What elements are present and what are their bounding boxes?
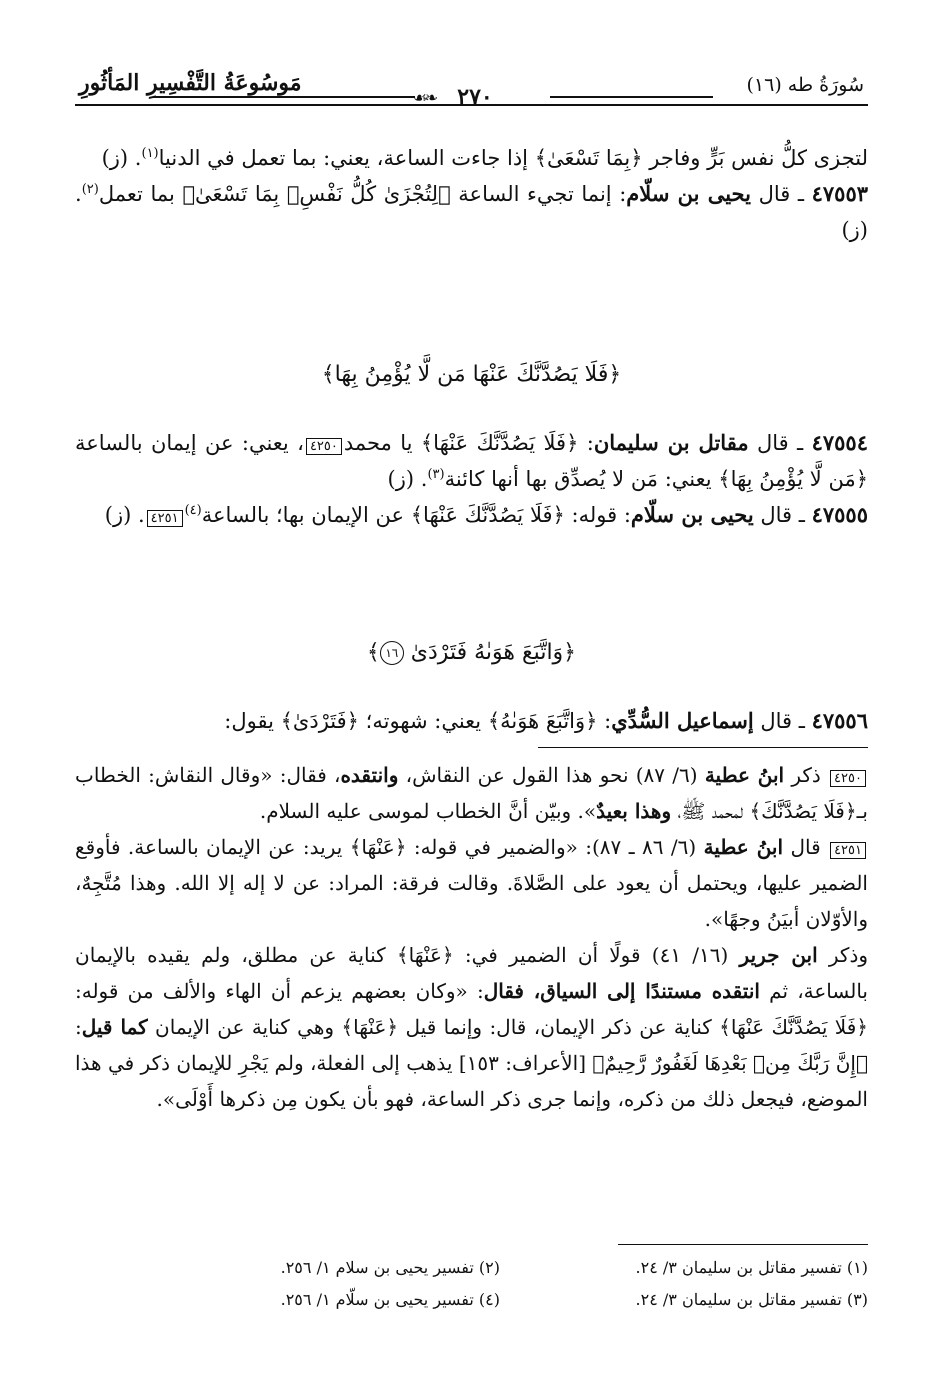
commentary-ref-tag[interactable]: ٤٢٥١	[147, 510, 183, 527]
text: يريد: عن الإيمان بالساعة. فأوقع الضمير عليها، ويحتمل أن يعود على الصَّلاةَ. وقالت فرقة: المراد: عن لا إله إلا الله. وهذا مُتَّجِهٌ، والأوّلان أبيَنُ وجهًا».	[75, 835, 868, 931]
narration-47555	[75, 497, 868, 533]
fleuron-icon: ❧	[424, 88, 438, 107]
scholar-name: ابن جرير	[739, 943, 818, 967]
scholar-name: ابنُ عطية	[703, 835, 784, 859]
text: . (ز)	[101, 146, 142, 170]
text: ». وبيّن أنَّ الخطاب لموسى عليه السلام.	[259, 799, 597, 823]
text: إذا جاءت الساعة، يعني: بما تعمل في الدنيا	[158, 146, 535, 170]
footnote-ref[interactable]: (٤)	[184, 503, 202, 518]
narration-number: ٤٧٥٥٦	[811, 708, 868, 733]
narrator-name: مقاتل بن سليمان	[593, 430, 749, 455]
paragraph-intro	[75, 140, 868, 176]
footnote-2: (٢) تفسير يحيى بن سلام ١/ ٢٥٦.	[280, 1258, 500, 1277]
main-text-3	[75, 703, 868, 739]
text: يعني: شهوته؛	[358, 709, 488, 733]
footnote-ref[interactable]: (٢)	[81, 182, 99, 197]
text: : قوله:	[564, 503, 631, 527]
text: بما تعمل	[98, 182, 183, 206]
text: ـ قال	[753, 503, 812, 527]
narration-number: ٤٧٥٥٥	[811, 502, 868, 527]
emphasis: انتقده مستندًا إلى السياق، فقال	[483, 979, 760, 1003]
ornament-line-left	[153, 96, 415, 98]
main-text-2	[75, 425, 868, 533]
quran-quote: ﴿إِنَّ رَبَّكَ مِنۢ بَعْدِهَا لَغَفُورٌ رَّحِيمٌ﴾	[592, 1051, 868, 1075]
emphasis: وانتقده	[340, 763, 399, 787]
emphasis: كما قيل	[81, 1015, 148, 1039]
quran-quote: ﴿عَنْهَا﴾	[396, 943, 454, 967]
quran-quote: ﴿عَنْهَا﴾	[341, 1015, 399, 1039]
text: يا محمد	[343, 431, 421, 455]
note-4250	[75, 757, 868, 829]
narration-number: ٤٧٥٥٤	[811, 430, 868, 455]
surah-title: سُورَةُ طه (١٦)	[746, 74, 864, 96]
footnote-ref[interactable]: (٣)	[427, 467, 445, 482]
note-tabari	[75, 937, 868, 1117]
text: :	[578, 431, 594, 455]
text: : إنما تجيء الساعة	[450, 182, 627, 206]
book-title: مَوسُوعَةُ التَّفْسِيرِ المَأثُورِ	[79, 70, 302, 96]
text: وذكر	[817, 943, 869, 967]
text: ، يعني: عن إيمان بالساعة	[75, 431, 304, 455]
quran-quote: ﴿فَلَا يَصُدَّنَّكَ عَنْهَا﴾	[420, 431, 579, 455]
footnote-1: (١) تفسير مقاتل بن سليمان ٣/ ٢٤.	[635, 1258, 868, 1277]
text: لتجزى كلُّ نفس بَرٍّ وفاجر	[642, 146, 868, 170]
notes-separator	[538, 747, 868, 748]
text: قال	[783, 835, 829, 859]
footnotes-left-column	[200, 1252, 500, 1316]
footnote-3: (٣) تفسير مقاتل بن سليمان ٣/ ٢٤.	[635, 1290, 868, 1309]
text: يعني: مَن لا يُصدِّق بها أنها كائنة	[444, 467, 719, 491]
fleuron-icon: ☙	[413, 88, 428, 107]
narrator-name: يحيى بن سلّام	[626, 181, 751, 206]
text: ، فقال: «وقال النقاش: الخطاب بـ	[75, 763, 868, 823]
note-4251	[75, 829, 868, 937]
text: ـ قال	[750, 182, 812, 206]
text: كناية عن مطلق، ولم يقيده بالإيمان بالساعة، ثم	[75, 943, 868, 1003]
narration-47553	[75, 176, 868, 248]
commentary-ref-tag[interactable]: ٤٢٥٠	[306, 438, 342, 455]
text: ـ قال	[753, 709, 812, 733]
narrator-name: إسماعيل السُّدِّي	[611, 708, 754, 733]
commentary-notes	[75, 757, 868, 1117]
footnotes-separator	[618, 1244, 868, 1245]
text: ذكر	[784, 763, 829, 787]
text: لمحمد ﷺ،	[671, 799, 750, 823]
footnote-4: (٤) تفسير يحيى بن سلّام ١/ ٢٥٦.	[280, 1290, 500, 1309]
text: (٦/ ٨٧) نحو هذا القول عن النقاش،	[398, 763, 705, 787]
text: [الأعراف: ١٥٣] يذهب إلى الفعلة، ولم يَجْرِ للإيمان ذكر في هذا الموضع، فيجعل ذلك من ذكره، وإنما جرى ذكر الساعة، فهو بأن يكون مِن ذكرها أَوْلَى».	[75, 1051, 868, 1111]
commentary-ref-tag: ٤٢٥٠	[830, 770, 866, 787]
narrator-name: يحيى بن سلّام	[630, 502, 754, 527]
narration-47556	[75, 703, 868, 739]
quran-quote: ﴿فَلَا يَصُدَّنَّكَ عَنْهَا﴾	[719, 1015, 868, 1039]
text: عن الإيمان بها؛ بالساعة	[201, 503, 411, 527]
quran-quote: ﴿وَاتَّبَعَ هَوَىٰهُ﴾	[487, 709, 598, 733]
footnote-ref[interactable]: (١)	[141, 146, 159, 161]
quran-quote: ﴿فَلَا يَصُدَّنَّكَ عَنْهَا﴾	[410, 503, 565, 527]
ayah-number-icon: ١٦	[380, 641, 404, 665]
text: . (ز)	[387, 467, 428, 491]
text: . (ز)	[75, 182, 868, 242]
quran-quote: ﴿لِتُجْزَىٰ كُلُّ نَفْسِۭ بِمَا تَسْعَىٰ﴾	[182, 182, 451, 206]
quran-quote: ﴿فَلَا يَصُدَّنَّكَ﴾	[749, 799, 857, 823]
text: (١٦/ ٤١) قولًا أن الضمير في:	[453, 943, 740, 967]
text: وهي كناية عن الإيمان	[147, 1015, 342, 1039]
main-text	[75, 140, 868, 248]
quran-quote: ﴿مَن لَّا يُؤْمِنُ بِهَا﴾	[718, 467, 868, 491]
narration-number: ٤٧٥٥٣	[811, 181, 869, 206]
text: يقول:	[224, 709, 281, 733]
footnotes-right-column	[568, 1252, 868, 1316]
ornament-line-right	[550, 96, 713, 98]
page-number: ٢٧٠	[457, 84, 493, 110]
quran-quote: ﴿فَتَرْدَىٰ﴾	[280, 709, 359, 733]
emphasis: وهذا بعيدٌ	[596, 799, 672, 823]
text: ـ قال	[748, 431, 812, 455]
narration-47554	[75, 425, 868, 497]
quran-quote: ﴿بِمَا تَسْعَىٰ﴾	[534, 146, 643, 170]
text: :	[597, 709, 612, 733]
text: كناية عن ذكر الإيمان، قال: وإنما قيل	[398, 1015, 720, 1039]
text: . (ز)	[104, 503, 145, 527]
quran-quote: ﴿عَنْهَا﴾	[349, 835, 407, 859]
commentary-ref-tag: ٤٢٥١	[830, 842, 866, 859]
text: : «وكان بعضهم يزعم أن الهاء والألف من قوله:	[75, 979, 484, 1003]
text: :	[75, 1015, 82, 1039]
verse-heading-1: ﴿فَلَا يَصُدَّنَّكَ عَنْهَا مَن لَّا يُؤْمِنُ بِهَا﴾	[321, 362, 622, 387]
verse-bracket: ﴾	[366, 640, 380, 665]
scholar-name: ابنُ عطية	[704, 763, 785, 787]
text: (٦/ ٨٦ ـ ٨٧): «والضمير في قوله:	[406, 835, 704, 859]
verse-heading-2	[75, 640, 868, 665]
verse-text: ﴿وَاتَّبَعَ هَوَىٰهُ فَتَرْدَىٰ	[403, 640, 577, 665]
